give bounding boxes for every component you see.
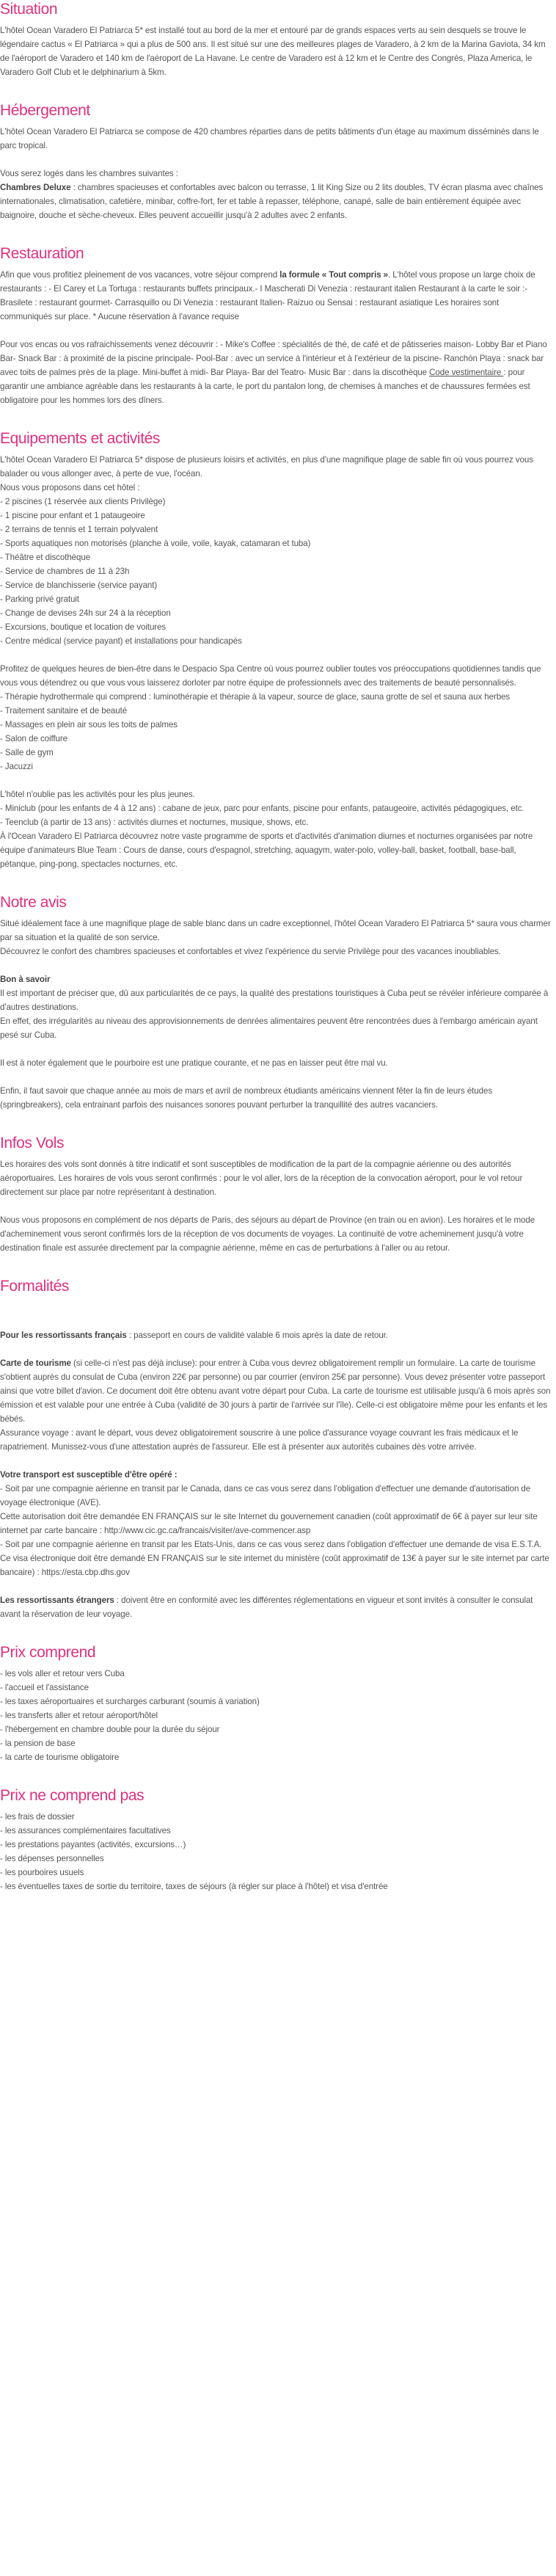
bars-text: Pour vos encas ou vos rafraichissements venez découvrir : - Mike's Coffee : spécialités de thé, de café et de pâtisseries maison- Lobby Bar et Piano Bar- Snack Bar : à proximité de la piscine principale- Pool-Bar : avec un service à l'intérieur et à l'extérieur de la piscine- Ranchón Playa : snack bar avec toits de palmes près de la plage. Mini-buffet à midi- Bar Playa- Bar del Teatro- Music Bar : dans la discothèque [0, 340, 547, 377]
restauration-bars [0, 338, 552, 407]
tourist-card-label: Carte de tourisme [0, 1358, 71, 1368]
restauration-restaurants [0, 268, 552, 324]
spa-intro: Profitez de quelques heures de bien-être dans le Despacio Spa Centre où vous pourrez oublier toutes vos préoccupations quotidiennes tandis que vous vous détendrez ou que vous vous laisserez dorloter par notre équipe de professionnels avec des traitements de beauté personnalisés. [0, 664, 541, 688]
situation-text: L'hôtel Ocean Varadero El Patriarca 5* est installé tout au bord de la mer et entouré par de grands espaces verts au sein desquels se trouve le légendaire cactus « El Patriarca » qui a plus de 500 ans. Il est situé sur une des meilleures plages de Varadero, à 2 km de la Marina Gaviota, 34 km de l'aéroport de Varadero et 140 km de l'aéroport de La Havane. Le centre de Varadero est à 12 km et le Centre des Congrès, Plaza America, le Varadero Golf Club et le delphinarium à 5km. [0, 26, 546, 77]
hebergement-room-deluxe [0, 181, 552, 222]
formalites-foreigners [0, 1593, 552, 1621]
list-item: - Jacuzzi [0, 762, 33, 771]
section-title-hebergement: Hébergement [0, 102, 90, 119]
list-item: - Massages en plein air sous les toits de palmes [0, 720, 178, 729]
avis-text-4: En effet, des irrégularités au niveau des approvisionnements de denrées alimentaires peuvent être rencontrées dues à l'embargo américain ayant pesé sur Cuba. [0, 1016, 538, 1040]
list-item: - les dépenses personnelles [0, 1854, 104, 1863]
list-item: - les prestations payantes (activités, excursions…) [0, 1840, 186, 1849]
bon-a-savoir-label: Bon à savoir [0, 975, 51, 984]
transport-label: Votre transport est susceptible d'être opéré : [0, 1470, 178, 1480]
list-item: - les transferts aller et retour aéroport/hôtel [0, 1711, 158, 1720]
list-item: - Miniclub (pour les enfants de 4 à 12 ans) : cabane de jeux, parc pour enfants, piscine pour enfants, pataugeoire, activités pédagogiques, etc. [0, 804, 524, 813]
room-type-description: : chambres spacieuses et confortables avec balcon ou terrasse, 1 lit King Size ou 2 lits doubles, TV écran plasma avec chaînes internationales, climatisation, cafetière, minibar, coffre-fort, fer et table à repasser, téléphone, canapé, salle de bain entièrement équipée avec baignoire, douche et sèche-cheveux. Elles peuvent accueillir jusqu'à 2 adultes avec 2 enfants. [0, 183, 544, 220]
list-item: - Service de chambres de 11 à 23h [0, 567, 130, 576]
foreigners-text: : doivent être en conformité avec les différentes réglementations en vigueur et sont invités à consulter le consulat avant la réservation de leur voyage. [0, 1596, 533, 1619]
excluded-list [0, 1810, 552, 1893]
list-item: - Traitement sanitaire et de beauté [0, 706, 128, 716]
french-label: Pour les ressortissants français [0, 1331, 127, 1340]
list-item: - Sports aquatiques non motorisés (planche à voile, voile, kayak, catamaran et tuba) [0, 539, 311, 548]
list-item: - l'accueil et l'assistance [0, 1683, 89, 1692]
list-item: - les pourboires usuels [0, 1868, 84, 1877]
list-item: - 2 terrains de tennis et 1 terrain polyvalent [0, 525, 158, 534]
formalites-tourist-card [0, 1356, 552, 1426]
hebergement-rooms-label: Vous serez logés dans les chambres suivantes : [0, 169, 178, 178]
list-item: - Excursions, boutique et location de voitures [0, 622, 167, 632]
list-item: - Centre médical (service payant) et installations pour handicapés [0, 636, 242, 646]
hebergement-intro: L'hôtel Ocean Varadero El Patriarca se compose de 420 chambres réparties dans de petits bâtiments d'un étage au maximum disséminés dans le parc tropical. [0, 127, 539, 150]
restauration-text-b: . L'hôtel vous propose un large choix de restaurants : - El Carey et La Tortuga : restaurants buffets principaux.- I Mascherati Di Venezia : restaurant italien Restaurant à la carte le soir :- Brasilete : restaurant gourmet- Carrasquillo ou Di Venezia : restaurant Italien- Raizuo ou Sensai : restaurant asiatique Les horaires sont communiqués sur place. * Aucune réservation à l'avance requise [0, 270, 535, 321]
formalites-usa: - Soit par une compagnie aérienne en transit par les Etats-Unis, dans ce cas vous serez dans l'obligation d'effectuer une demande de visa E.S.T.A. Ce visa électronique doit être demandé EN FRANÇAIS sur le site internet du ministère (coût approximatif de 13€ à payer sur le site internet par carte bancaire) : https://esta.cbp.dhs.gov [0, 1540, 549, 1577]
room-type-name: Chambres Deluxe [0, 183, 71, 192]
list-item: - les assurances complémentaires facultatives [0, 1826, 171, 1835]
formalites-french [0, 1328, 552, 1342]
equipements-intro: L'hôtel Ocean Varadero El Patriarca 5* dispose de plusieurs loisirs et activités, en plus d'une magnifique plage de sable fin où vous pourrez vous balader ou vous allonger avec, à perte de vue, l'océan. [0, 455, 533, 479]
equipements-list [0, 495, 552, 648]
avis-text-5: Il est à noter également que le pourboire est une pratique courante, et ne pas en laisser peut être mal vu. [0, 1058, 388, 1068]
avis-text-1: Situé idéalement face à une magnifique plage de sable blanc dans un cadre exceptionnel, l'hôtel Ocean Varadero El Patriarca 5* saura vous charmer par sa situation et la qualité de son service. [0, 919, 551, 942]
included-list [0, 1667, 552, 1764]
section-title-formalites: Formalités [0, 1278, 70, 1295]
list-item: - la pension de base [0, 1739, 76, 1748]
equipements-list-title: Nous vous proposons dans cet hôtel : [0, 483, 140, 492]
section-title-restauration: Restauration [0, 245, 84, 262]
list-item: - 1 piscine pour enfant et 1 pataugeoire [0, 511, 145, 520]
list-item: - la carte de tourisme obligatoire [0, 1753, 120, 1762]
section-prix-comprend [0, 1643, 552, 1764]
dress-code-label: Code vestimentaire [429, 368, 504, 377]
list-item: - Teenclub (à partir de 13 ans) : activités diurnes et nocturnes, musique, shows, etc. [0, 818, 309, 827]
section-title-avis: Notre avis [0, 894, 67, 911]
list-item: - les taxes aéroportuaires et surcharges carburant (soumis à variation) [0, 1697, 260, 1706]
vols-text-2: Nous vous proposons en complément de nos départs de Paris, des séjours au départ de Province (en train ou en avion). Les horaires et le mode d'acheminement vous seront confirmés lors de la réception de vos documents de voyages. La continuité de votre acheminement jusqu'à votre destination finale est assurée directement par la compagnie aérienne, même en cas de perturbations à l'aller ou au retour. [0, 1215, 535, 1253]
list-item: - Salon de coiffure [0, 734, 67, 743]
section-formalites [0, 1277, 552, 1621]
list-item: - Parking privé gratuit [0, 594, 79, 604]
formalites-canada: - Soit par une compagnie aérienne en transit par le Canada, dans ce cas vous serez dans l'obligation d'effectuer une demande d'autorisation de voyage électronique (AVE). [0, 1484, 531, 1507]
formule-tout-compris: la formule « Tout compris » [279, 270, 389, 280]
list-item: - Service de blanchisserie (service payant) [0, 581, 158, 590]
list-item: - Salle de gym [0, 748, 54, 757]
section-hebergement [0, 101, 552, 222]
section-title-vols: Infos Vols [0, 1135, 65, 1151]
list-item: - les vols aller et retour vers Cuba [0, 1669, 125, 1678]
section-restauration [0, 244, 552, 407]
list-item: À l'Ocean Varadero El Patriarca découvrez notre vaste programme de sports et d'activités d'animation diurnes et nocturnes organisées par notre équipe d'animateurs Blue Team : Cours de danse, cours d'espagnol, stretching, aquagym, water-polo, volley-ball, basket, football, base-ball, pétanque, ping-pong, spectacles nocturnes, etc. [0, 832, 533, 869]
kids-intro: L'hôtel n'oublie pas les activités pour les plus jeunes. [0, 790, 195, 799]
section-vols [0, 1134, 552, 1255]
list-item: - Change de devises 24h sur 24 à la réception [0, 608, 171, 618]
french-text: : passeport en cours de validité valable 6 mois après la date de retour. [126, 1331, 388, 1340]
section-equipements [0, 429, 552, 871]
avis-text-3: Il est important de préciser que, dû aux particularités de ce pays, la qualité des prestations touristiques à Cuba peut se révéler inférieure comparée à d'autres destinations. [0, 989, 549, 1012]
restauration-text-a: Afin que vous profitiez pleinement de vos vacances, votre séjour comprend [0, 270, 280, 280]
avis-text-2: Découvrez le confort des chambres spacieuses et confortables et vivez l'expérience du servie Privilège pour des vacances inoubliables. [0, 947, 501, 956]
list-item: - Thérapie hydrothermale qui comprend : luminothérapie et thérapie à la vapeur, source de glace, sauna grotte de sel et sauna aux herbes [0, 692, 511, 702]
list-item: - Théâtre et discothèque [0, 553, 91, 562]
list-item: - les éventuelles taxes de sortie du territoire, taxes de séjours (à régler sur place à l'hôtel) et visa d'entrée [0, 1882, 388, 1891]
section-title-prix-comprend: Prix comprend [0, 1644, 96, 1661]
spa-list [0, 690, 552, 774]
formalites-canada-ave: Cette autorisation doit être demandée EN FRANÇAIS sur le site Internet du gouvernement canadien (coût approximatif de 6€ à payer sur leur site internet par carte bancaire : http://www.cic.gc.ca/francais/visiter/ave-commencer.asp [0, 1512, 538, 1535]
list-item: - les frais de dossier [0, 1812, 75, 1822]
section-title-situation: Situation [0, 1, 58, 18]
section-situation [0, 0, 552, 79]
dress-code-text: : pour garantir une ambiance agréable dans les restaurants à la carte, le port du pantalon long, de chemises à manches et de chaussures fermées est obligatoire pour les hommes lors des dîners. [0, 368, 530, 405]
kids-list [0, 801, 552, 871]
section-avis [0, 893, 552, 1112]
formalites-transport-title [0, 1468, 552, 1482]
section-prix-ne-comprend [0, 1786, 552, 1893]
tourist-card-text: (si celle-ci n'est pas déjà incluse): pour entrer à Cuba vous devrez obligatoirement remplir un formulaire. La carte de tourisme s'obtient auprès du consulat de Cuba (environ 22€ par personne) ou par courrier (environ 25€ par personne). Vous devez présenter votre passeport ainsi que votre billet d'avion. Ce document doit être obtenu avant votre départ pour Cuba. La carte de tourisme est utilisable jusqu'à 6 mois après son émission et est valable pour une entrée à Cuba (validité de 30 jours à partir de l'arrivée sur l'île). Celle-ci est obligatoire même pour les enfants et les bébés. [0, 1358, 551, 1424]
vols-text-1: Les horaires des vols sont donnés à titre indicatif et sont susceptibles de modification de la part de la compagnie aérienne ou des autorités aéroportuaires. Les horaires de vols vous seront confirmés : pour le vol aller, lors de la réception de la convocation aéroport, pour le vol retour directement sur place par notre représentant à destination. [0, 1160, 523, 1197]
avis-text-6: Enfin, il faut savoir que chaque année au mois de mars et avril de nombreux étudiants américains viennent fêter la fin de leurs études (springbreakers), cela entrainant parfois des nuisances sonores pouvant perturber la tranquillité des autres vacanciers. [0, 1086, 493, 1110]
list-item: - 2 piscines (1 réservée aux clients Privilège) [0, 497, 166, 506]
section-title-prix-ne-comprend: Prix ne comprend pas [0, 1787, 145, 1804]
foreigners-label: Les ressortissants étrangers [0, 1596, 114, 1605]
section-title-equipements: Equipements et activités [0, 430, 161, 447]
formalites-insurance: Assurance voyage : avant le départ, vous devez obligatoirement souscrire à une police d'assurance voyage couvrant les frais médicaux et le rapatriement. Munissez-vous d'une attestation auprès de l'assureur. Elle est à présenter aux autorités cubaines dès votre arrivée. [0, 1428, 519, 1452]
list-item: - l'hébergement en chambre double pour la durée du séjour [0, 1725, 220, 1734]
bon-a-savoir-title [0, 972, 552, 986]
